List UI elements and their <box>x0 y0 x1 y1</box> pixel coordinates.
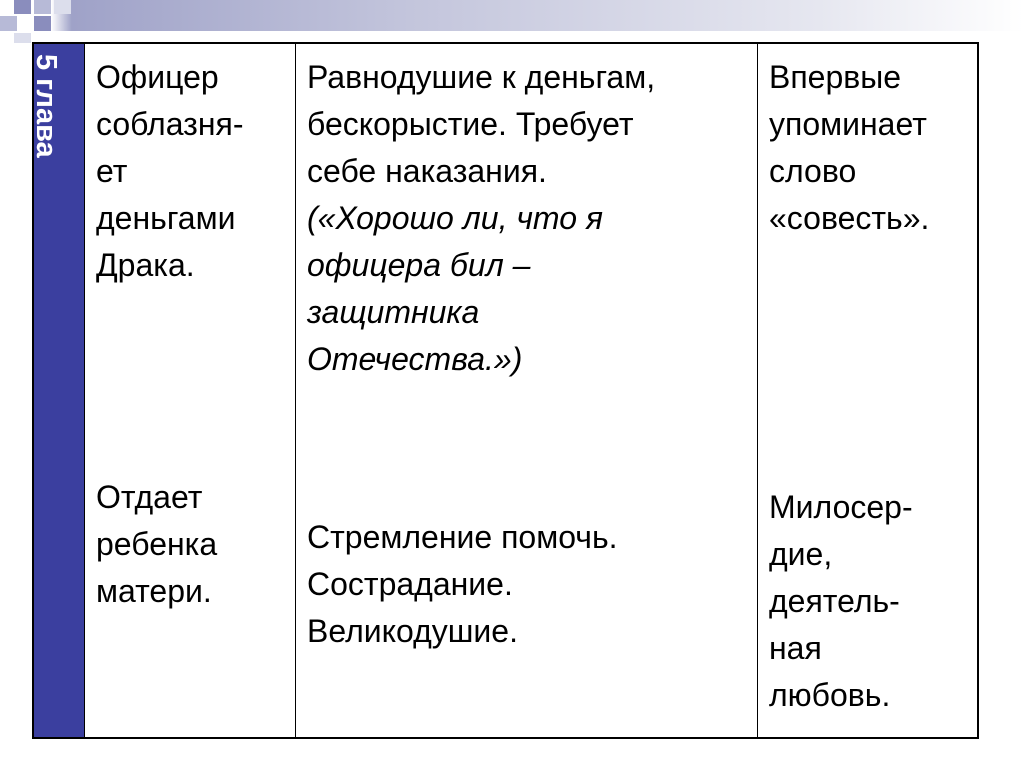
traits-quote-text: («Хорошо ли, что я офицера бил – защитника Отечества.») <box>307 200 603 377</box>
header-decor-bar <box>0 0 1024 31</box>
decor-square <box>54 0 71 14</box>
notes-column <box>757 44 979 737</box>
traits-column <box>295 44 757 737</box>
decor-square <box>34 16 51 31</box>
action-bottom-text: Отдает ребенка матери. <box>96 479 218 609</box>
actions-column <box>84 44 295 737</box>
decor-square <box>34 0 51 14</box>
analysis-table <box>32 42 979 739</box>
notes-bottom-text: Милосер- дие, деятель- ная любовь. <box>769 489 913 713</box>
chapter-label: 5 глава <box>30 54 62 158</box>
traits-top-text: Равнодушие к деньгам, бескорыстие. Требует себе наказания. <box>307 59 656 189</box>
action-top-text: Офицер соблазня- ет деньгами Драка. <box>96 59 244 283</box>
traits-bottom-text: Стремление помочь. Сострадание. Великодушие. <box>307 519 618 649</box>
notes-top-text: Впервые упоминает слово «совесть». <box>769 59 930 236</box>
decor-square <box>14 33 31 43</box>
decor-square <box>14 0 31 14</box>
chapter-column <box>30 44 84 737</box>
decor-square <box>0 16 17 31</box>
